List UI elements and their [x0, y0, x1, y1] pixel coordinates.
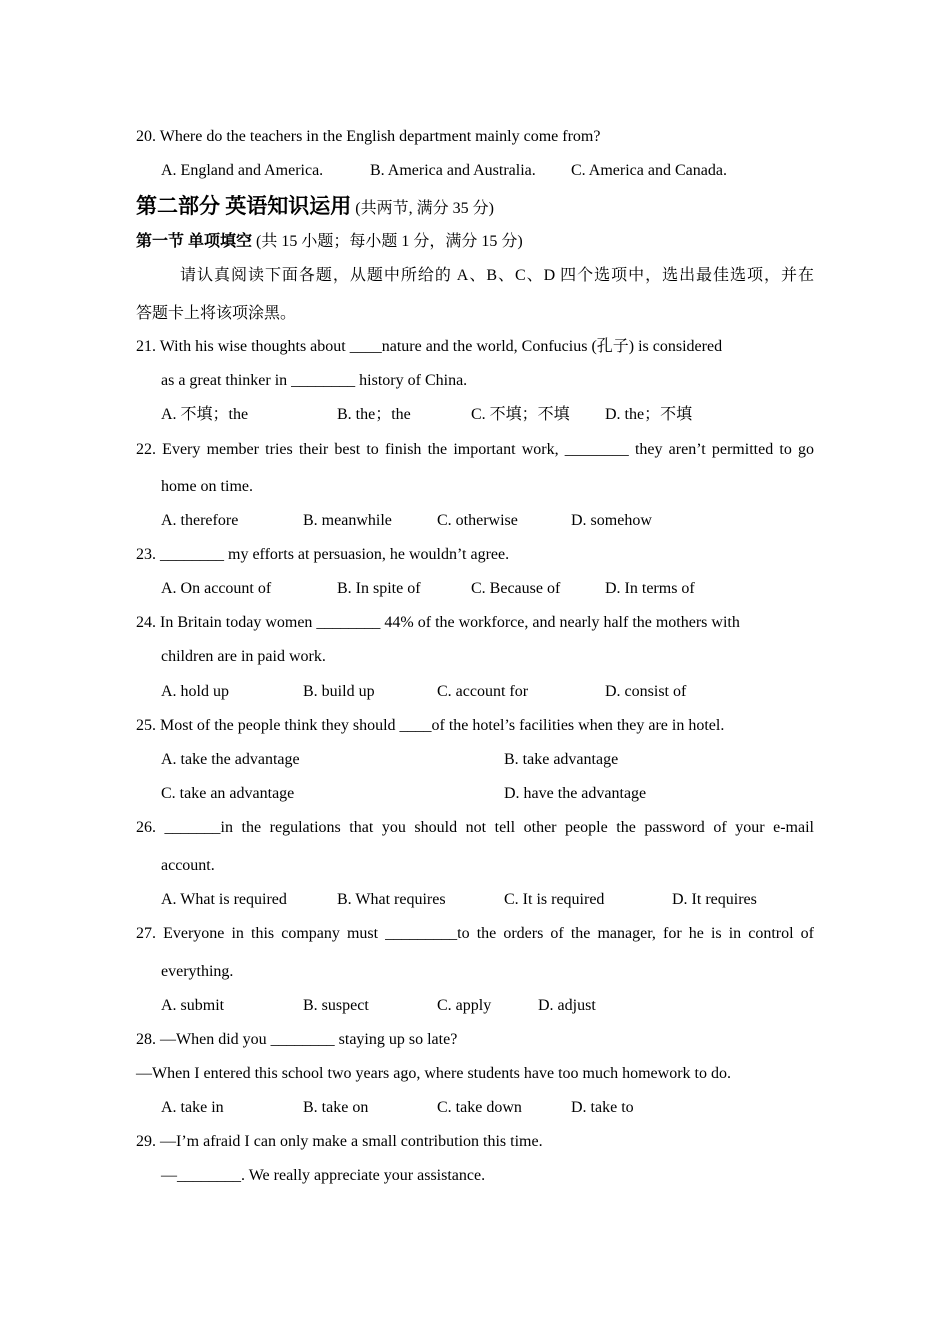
- q21-option-a: A. 不填；the: [161, 406, 249, 423]
- q28-option-d: D. take to: [571, 1099, 634, 1116]
- section-title: 第一节 单项填空: [136, 233, 253, 250]
- q23-option-d: D. In terms of: [605, 580, 695, 597]
- instruction-line-2: 答题卡上将该项涂黑。: [136, 305, 297, 322]
- q27-option-b: B. suspect: [303, 997, 369, 1014]
- question-29-line-1: 29. —I’m afraid I can only make a small contribution this time.: [136, 1133, 543, 1150]
- q27-option-d: D. adjust: [538, 997, 596, 1014]
- q27-option-c: C. apply: [437, 997, 492, 1014]
- q22-option-b: B. meanwhile: [303, 512, 392, 529]
- q26-option-c: C. It is required: [504, 891, 605, 908]
- part-title: 第二部分 英语知识运用: [136, 194, 352, 218]
- q21-option-d: D. the；不填: [605, 406, 693, 423]
- q20-option-b: B. America and Australia.: [370, 162, 536, 179]
- question-24-line-1: 24. In Britain today women ________ 44% of the workforce, and nearly half the mothers with: [136, 614, 740, 631]
- q26-option-b: B. What requires: [337, 891, 446, 908]
- question-20-stem: 20. Where do the teachers in the English department mainly come from?: [136, 128, 601, 145]
- question-26-line-2: account.: [161, 857, 215, 874]
- question-27-line-1: 27. Everyone in this company must _________to the orders of the manager, for he is in control of: [136, 925, 814, 942]
- q25-option-c: C. take an advantage: [161, 785, 295, 802]
- q22-option-d: D. somehow: [571, 512, 652, 529]
- q28-option-a: A. take in: [161, 1099, 224, 1116]
- q23-option-b: B. In spite of: [337, 580, 421, 597]
- q24-option-d: D. consist of: [605, 683, 687, 700]
- question-21-line-1: 21. With his wise thoughts about ____nature and the world, Confucius (孔子) is considered: [136, 338, 723, 355]
- q24-option-b: B. build up: [303, 683, 375, 700]
- question-23-line-1: 23. ________ my efforts at persuasion, he wouldn’t agree.: [136, 546, 510, 563]
- q24-option-c: C. account for: [437, 683, 529, 700]
- question-25-line-1: 25. Most of the people think they should ____of the hotel’s facilities when they are in hotel.: [136, 717, 725, 734]
- instruction-line-1: 请认真阅读下面各题，从题中所给的 A、B、C、D 四个选项中，选出最佳选项，并在: [180, 267, 814, 284]
- q28-option-c: C. take down: [437, 1099, 522, 1116]
- q20-option-c: C. America and Canada.: [571, 162, 727, 179]
- section-note: (共 15 小题；每小题 1 分，满分 15 分): [252, 233, 523, 250]
- part-note: (共两节, 满分 35 分): [351, 200, 494, 217]
- q21-option-c: C. 不填；不填: [471, 406, 570, 423]
- q22-option-a: A. therefore: [161, 512, 239, 529]
- question-29-line-2: —________. We really appreciate your assistance.: [161, 1167, 486, 1184]
- question-22-line-1: 22. Every member tries their best to finish the important work, ________ they aren’t permitted to go: [136, 441, 814, 458]
- q20-option-a: A. England and America.: [161, 162, 324, 179]
- q26-option-d: D. It requires: [672, 891, 757, 908]
- question-26-line-1: 26. _______in the regulations that you should not tell other people the password of your e-mail: [136, 819, 814, 836]
- part-heading: [136, 193, 494, 222]
- q23-option-c: C. Because of: [471, 580, 561, 597]
- question-28-line-1: 28. —When did you ________ staying up so late?: [136, 1031, 458, 1048]
- question-21-line-2: as a great thinker in ________ history of China.: [161, 372, 468, 389]
- q24-option-a: A. hold up: [161, 683, 229, 700]
- q25-option-b: B. take advantage: [504, 751, 619, 768]
- q28-option-b: B. take on: [303, 1099, 369, 1116]
- question-27-line-2: everything.: [161, 963, 234, 980]
- q22-option-c: C. otherwise: [437, 512, 518, 529]
- question-22-line-2: home on time.: [161, 478, 253, 495]
- q21-option-b: B. the；the: [337, 406, 411, 423]
- q25-option-d: D. have the advantage: [504, 785, 647, 802]
- question-28-line-2: —When I entered this school two years ago, where students have too much homework to do.: [136, 1065, 731, 1082]
- q23-option-a: A. On account of: [161, 580, 272, 597]
- q27-option-a: A. submit: [161, 997, 225, 1014]
- q25-option-a: A. take the advantage: [161, 751, 300, 768]
- section-heading: [136, 232, 523, 252]
- question-24-line-2: children are in paid work.: [161, 648, 326, 665]
- q26-option-a: A. What is required: [161, 891, 287, 908]
